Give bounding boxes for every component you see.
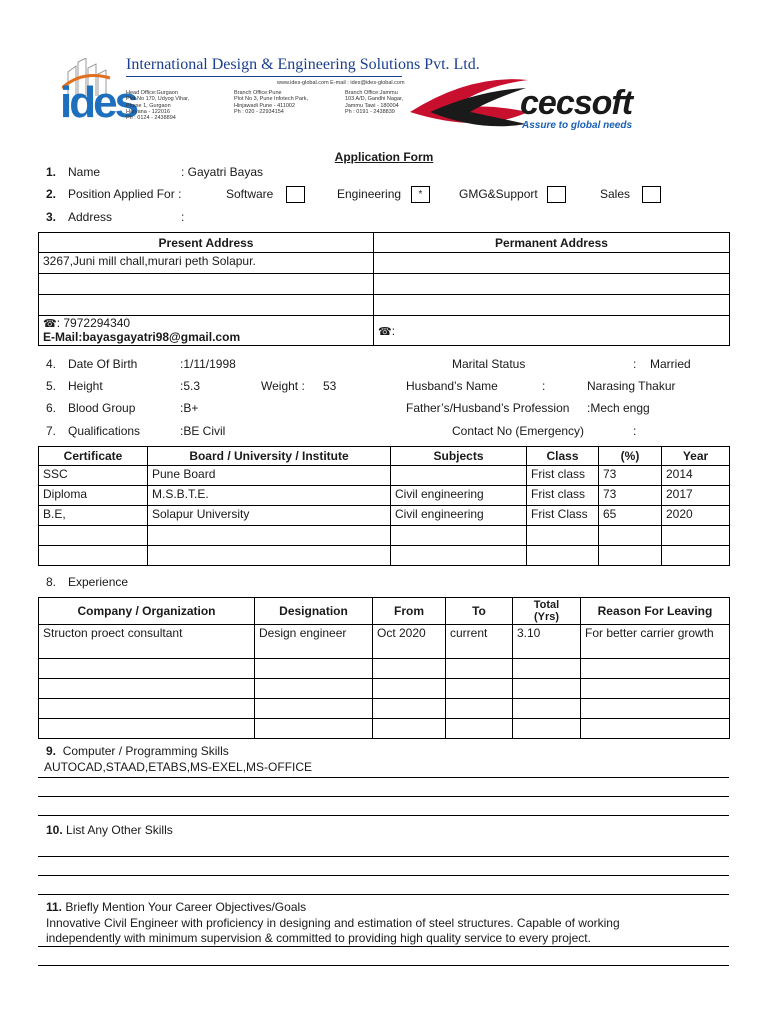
other-skills-line xyxy=(38,856,729,857)
blood-label: Blood Group xyxy=(68,401,136,415)
table-row xyxy=(39,679,730,699)
num-10: 10. xyxy=(46,823,63,837)
table-cell xyxy=(391,546,527,566)
table-row xyxy=(39,506,730,526)
husband-label: Husband’s Name xyxy=(406,379,498,393)
name-label: Name xyxy=(68,165,101,179)
table-cell xyxy=(255,699,373,719)
table-cell: Civil engineering xyxy=(391,486,527,506)
table-row xyxy=(39,699,730,719)
table-cell xyxy=(373,719,446,739)
table-cell: 3.10 xyxy=(513,625,581,659)
permanent-address-line xyxy=(374,253,730,274)
col-designation: Designation xyxy=(255,598,373,625)
present-phone-number: : 7972294340 xyxy=(56,316,131,330)
address-table xyxy=(38,232,730,346)
table-cell xyxy=(148,526,391,546)
skills-line xyxy=(38,796,729,797)
table-cell xyxy=(148,546,391,566)
table-cell xyxy=(662,526,730,546)
table-cell xyxy=(39,659,255,679)
emergency-label: Contact No (Emergency) xyxy=(452,424,585,438)
permanent-address-line xyxy=(374,274,730,295)
table-cell xyxy=(513,719,581,739)
option-software-checkbox[interactable] xyxy=(286,186,305,203)
branch-office-jammu: Branch Office:Jammu 103 A/D, Gandhi Nagar, Jammu Tawi - 180004 Ph : 0191 - 2438839 xyxy=(345,90,404,115)
table-cell xyxy=(39,719,255,739)
num-9: 9. xyxy=(46,744,57,758)
branch-office-pune: Branch Office:Pune Plot No 3, Pune Infotech Park, Hinjawadi Pune - 411002 Ph : 020 - 22934154 xyxy=(234,90,308,115)
option-sales-checkbox[interactable] xyxy=(642,186,661,203)
table-cell: 2020 xyxy=(662,506,730,526)
table-row xyxy=(39,486,730,506)
table-row xyxy=(39,466,730,486)
table-cell: 73 xyxy=(599,486,662,506)
col-percent: (%) xyxy=(599,447,662,466)
weight-label: Weight : xyxy=(261,379,305,393)
skills-line xyxy=(38,815,729,816)
table-cell xyxy=(446,659,513,679)
table-row xyxy=(39,526,730,546)
table-cell xyxy=(373,659,446,679)
profession-value: :Mech engg xyxy=(587,401,650,415)
table-cell: 2017 xyxy=(662,486,730,506)
table-cell xyxy=(581,719,730,739)
table-row xyxy=(39,659,730,679)
col-reason: Reason For Leaving xyxy=(581,598,730,625)
option-software-label: Software xyxy=(226,187,274,201)
table-cell: Civil engineering xyxy=(391,506,527,526)
swoosh-icon xyxy=(410,72,530,140)
table-cell xyxy=(581,679,730,699)
table-cell xyxy=(581,699,730,719)
table-cell: B.E, xyxy=(39,506,148,526)
dob-label: Date Of Birth xyxy=(68,357,138,371)
num-8: 8. xyxy=(46,575,57,589)
table-cell xyxy=(255,719,373,739)
num-2: 2. xyxy=(46,187,57,201)
present-address-header: Present Address xyxy=(39,233,374,253)
table-cell xyxy=(391,526,527,546)
table-cell: Frist class xyxy=(527,466,599,486)
head-office: Head Office:Gurgaon Plot No 170, Udyog Vihar, Phase 1, Gurgaon Haryana - 122016 Ph : 0124 - 2438894 xyxy=(126,90,190,122)
table-cell xyxy=(527,546,599,566)
phone-icon: ☎ xyxy=(378,325,392,338)
table-cell xyxy=(446,699,513,719)
table-cell xyxy=(513,699,581,719)
col-certificate: Certificate xyxy=(39,447,148,466)
table-cell: Diploma xyxy=(39,486,148,506)
table-cell: SSC xyxy=(39,466,148,486)
col-company: Company / Organization xyxy=(39,598,255,625)
table-cell: 65 xyxy=(599,506,662,526)
permanent-phone: : xyxy=(391,323,396,338)
table-cell xyxy=(391,466,527,486)
present-address-line: 3267,Juni mill chall,murari peth Solapur. xyxy=(39,253,374,274)
dob-value: :1/11/1998 xyxy=(180,357,236,371)
qual-label: Qualifications xyxy=(68,424,141,438)
table-cell xyxy=(39,526,148,546)
position-label: Position Applied For : xyxy=(68,187,182,201)
table-row xyxy=(39,625,730,659)
height-value: :5.3 xyxy=(180,379,201,393)
table-cell: Design engineer xyxy=(255,625,373,659)
table-row xyxy=(39,719,730,739)
objectives-line xyxy=(38,946,729,947)
phone-icon: ☎ xyxy=(43,318,57,330)
skills-label: Computer / Programming Skills xyxy=(62,744,229,758)
form-title xyxy=(0,150,768,164)
present-address-line xyxy=(39,295,374,316)
table-cell xyxy=(255,659,373,679)
table-cell xyxy=(255,679,373,699)
table-cell: Oct 2020 xyxy=(373,625,446,659)
other-skills-line xyxy=(38,894,729,895)
marital-value: Married xyxy=(650,357,691,371)
height-label: Height xyxy=(68,379,103,393)
col-year: Year xyxy=(662,447,730,466)
cecsoft-tagline: Assure to global needs xyxy=(522,120,633,131)
table-cell xyxy=(446,719,513,739)
option-sales-label: Sales xyxy=(600,187,631,201)
table-cell xyxy=(599,546,662,566)
table-cell: Pune Board xyxy=(148,466,391,486)
table-cell: Structon proect consultant xyxy=(39,625,255,659)
table-cell xyxy=(39,679,255,699)
option-engineering-label: Engineering xyxy=(337,187,402,201)
col-board: Board / University / Institute xyxy=(148,447,391,466)
table-cell: For better carrier growth xyxy=(581,625,730,659)
permanent-contact-cell xyxy=(374,316,730,346)
header-rule xyxy=(126,76,402,77)
name-value: : Gayatri Bayas xyxy=(181,165,264,179)
blood-value: :B+ xyxy=(180,401,199,415)
table-row xyxy=(39,546,730,566)
ides-logo-text: ides xyxy=(60,78,137,127)
permanent-address-header: Permanent Address xyxy=(374,233,730,253)
table-cell xyxy=(39,546,148,566)
table-cell xyxy=(513,659,581,679)
col-to: To xyxy=(446,598,513,625)
num-7: 7. xyxy=(46,424,57,438)
marital-colon: : xyxy=(633,357,637,371)
table-cell xyxy=(662,546,730,566)
objectives-line xyxy=(38,965,729,966)
table-cell: 73 xyxy=(599,466,662,486)
table-cell xyxy=(527,526,599,546)
col-total-yrs: Total (Yrs) xyxy=(513,598,581,625)
address-label: Address xyxy=(68,210,113,224)
ides-logo xyxy=(60,58,137,128)
other-skills-line xyxy=(38,875,729,876)
cecsoft-wordmark xyxy=(520,84,632,123)
table-cell xyxy=(373,699,446,719)
table-cell: 2014 xyxy=(662,466,730,486)
experience-label: Experience xyxy=(68,575,129,589)
num-3: 3. xyxy=(46,210,57,224)
emergency-colon: : xyxy=(633,424,637,438)
weight-value: 53 xyxy=(323,379,337,393)
col-subjects: Subjects xyxy=(391,447,527,466)
option-engineering-checkbox[interactable]: * xyxy=(411,186,430,203)
table-cell xyxy=(446,679,513,699)
table-cell: Solapur University xyxy=(148,506,391,526)
table-cell xyxy=(373,679,446,699)
skills-heading xyxy=(46,744,229,758)
qualification-table xyxy=(38,446,730,566)
table-cell xyxy=(513,679,581,699)
field-num-address xyxy=(46,210,56,224)
experience-table xyxy=(38,597,730,739)
company-name: International Design & Engineering Solutions Pvt. Ltd. xyxy=(126,56,480,73)
table-cell: Frist Class xyxy=(527,506,599,526)
objectives-value: Innovative Civil Engineer with proficiency in designing and estimation of steel structures. Capable of working independently with minimum supervision & committed to providing high quality service to every project. xyxy=(46,916,620,945)
marital-label: Marital Status xyxy=(452,357,526,371)
num-4: 4. xyxy=(46,357,57,371)
table-cell xyxy=(599,526,662,546)
address-colon: : xyxy=(181,210,185,224)
present-email: E-Mail:bayasgayatri98@gmail.com xyxy=(43,330,241,344)
table-cell: Frist class xyxy=(527,486,599,506)
objectives-heading xyxy=(46,900,306,914)
other-skills-heading xyxy=(46,823,173,837)
option-gmg-label: GMG&Support xyxy=(459,187,538,201)
field-num-name xyxy=(46,165,56,179)
qual-value: :BE Civil xyxy=(180,424,226,438)
table-cell xyxy=(39,699,255,719)
present-phone xyxy=(43,317,369,331)
cecsoft-logo xyxy=(410,72,690,140)
table-cell: M.S.B.T.E. xyxy=(148,486,391,506)
profession-label: Father’s/Husband’s Profession xyxy=(406,401,570,415)
cecsoft-wordmark-text: cecsoft xyxy=(520,84,633,122)
table-cell: current xyxy=(446,625,513,659)
col-from: From xyxy=(373,598,446,625)
num-5: 5. xyxy=(46,379,57,393)
num-11: 11. xyxy=(46,900,63,914)
num-6: 6. xyxy=(46,401,57,415)
skills-value: AUTOCAD,STAAD,ETABS,MS-EXEL,MS-OFFICE xyxy=(44,760,313,774)
skills-line xyxy=(38,777,729,778)
present-contact-cell xyxy=(39,316,374,346)
experience-header-row xyxy=(39,598,730,625)
field-num-position xyxy=(46,187,56,201)
col-class: Class xyxy=(527,447,599,466)
permanent-address-line xyxy=(374,295,730,316)
husband-value: Narasing Thakur xyxy=(587,379,676,393)
objectives-label: Briefly Mention Your Career Objectives/Goals xyxy=(65,900,307,914)
table-cell xyxy=(581,659,730,679)
qualification-header-row xyxy=(39,447,730,466)
present-address-line xyxy=(39,274,374,295)
other-skills-label: List Any Other Skills xyxy=(66,823,173,837)
company-contact: www.ides-global.com E-mail : ides@ides-global.com xyxy=(277,80,405,86)
form-title-text: Application Form xyxy=(334,150,434,164)
option-gmg-checkbox[interactable] xyxy=(547,186,566,203)
num-1: 1. xyxy=(46,165,57,179)
husband-colon: : xyxy=(542,379,546,393)
